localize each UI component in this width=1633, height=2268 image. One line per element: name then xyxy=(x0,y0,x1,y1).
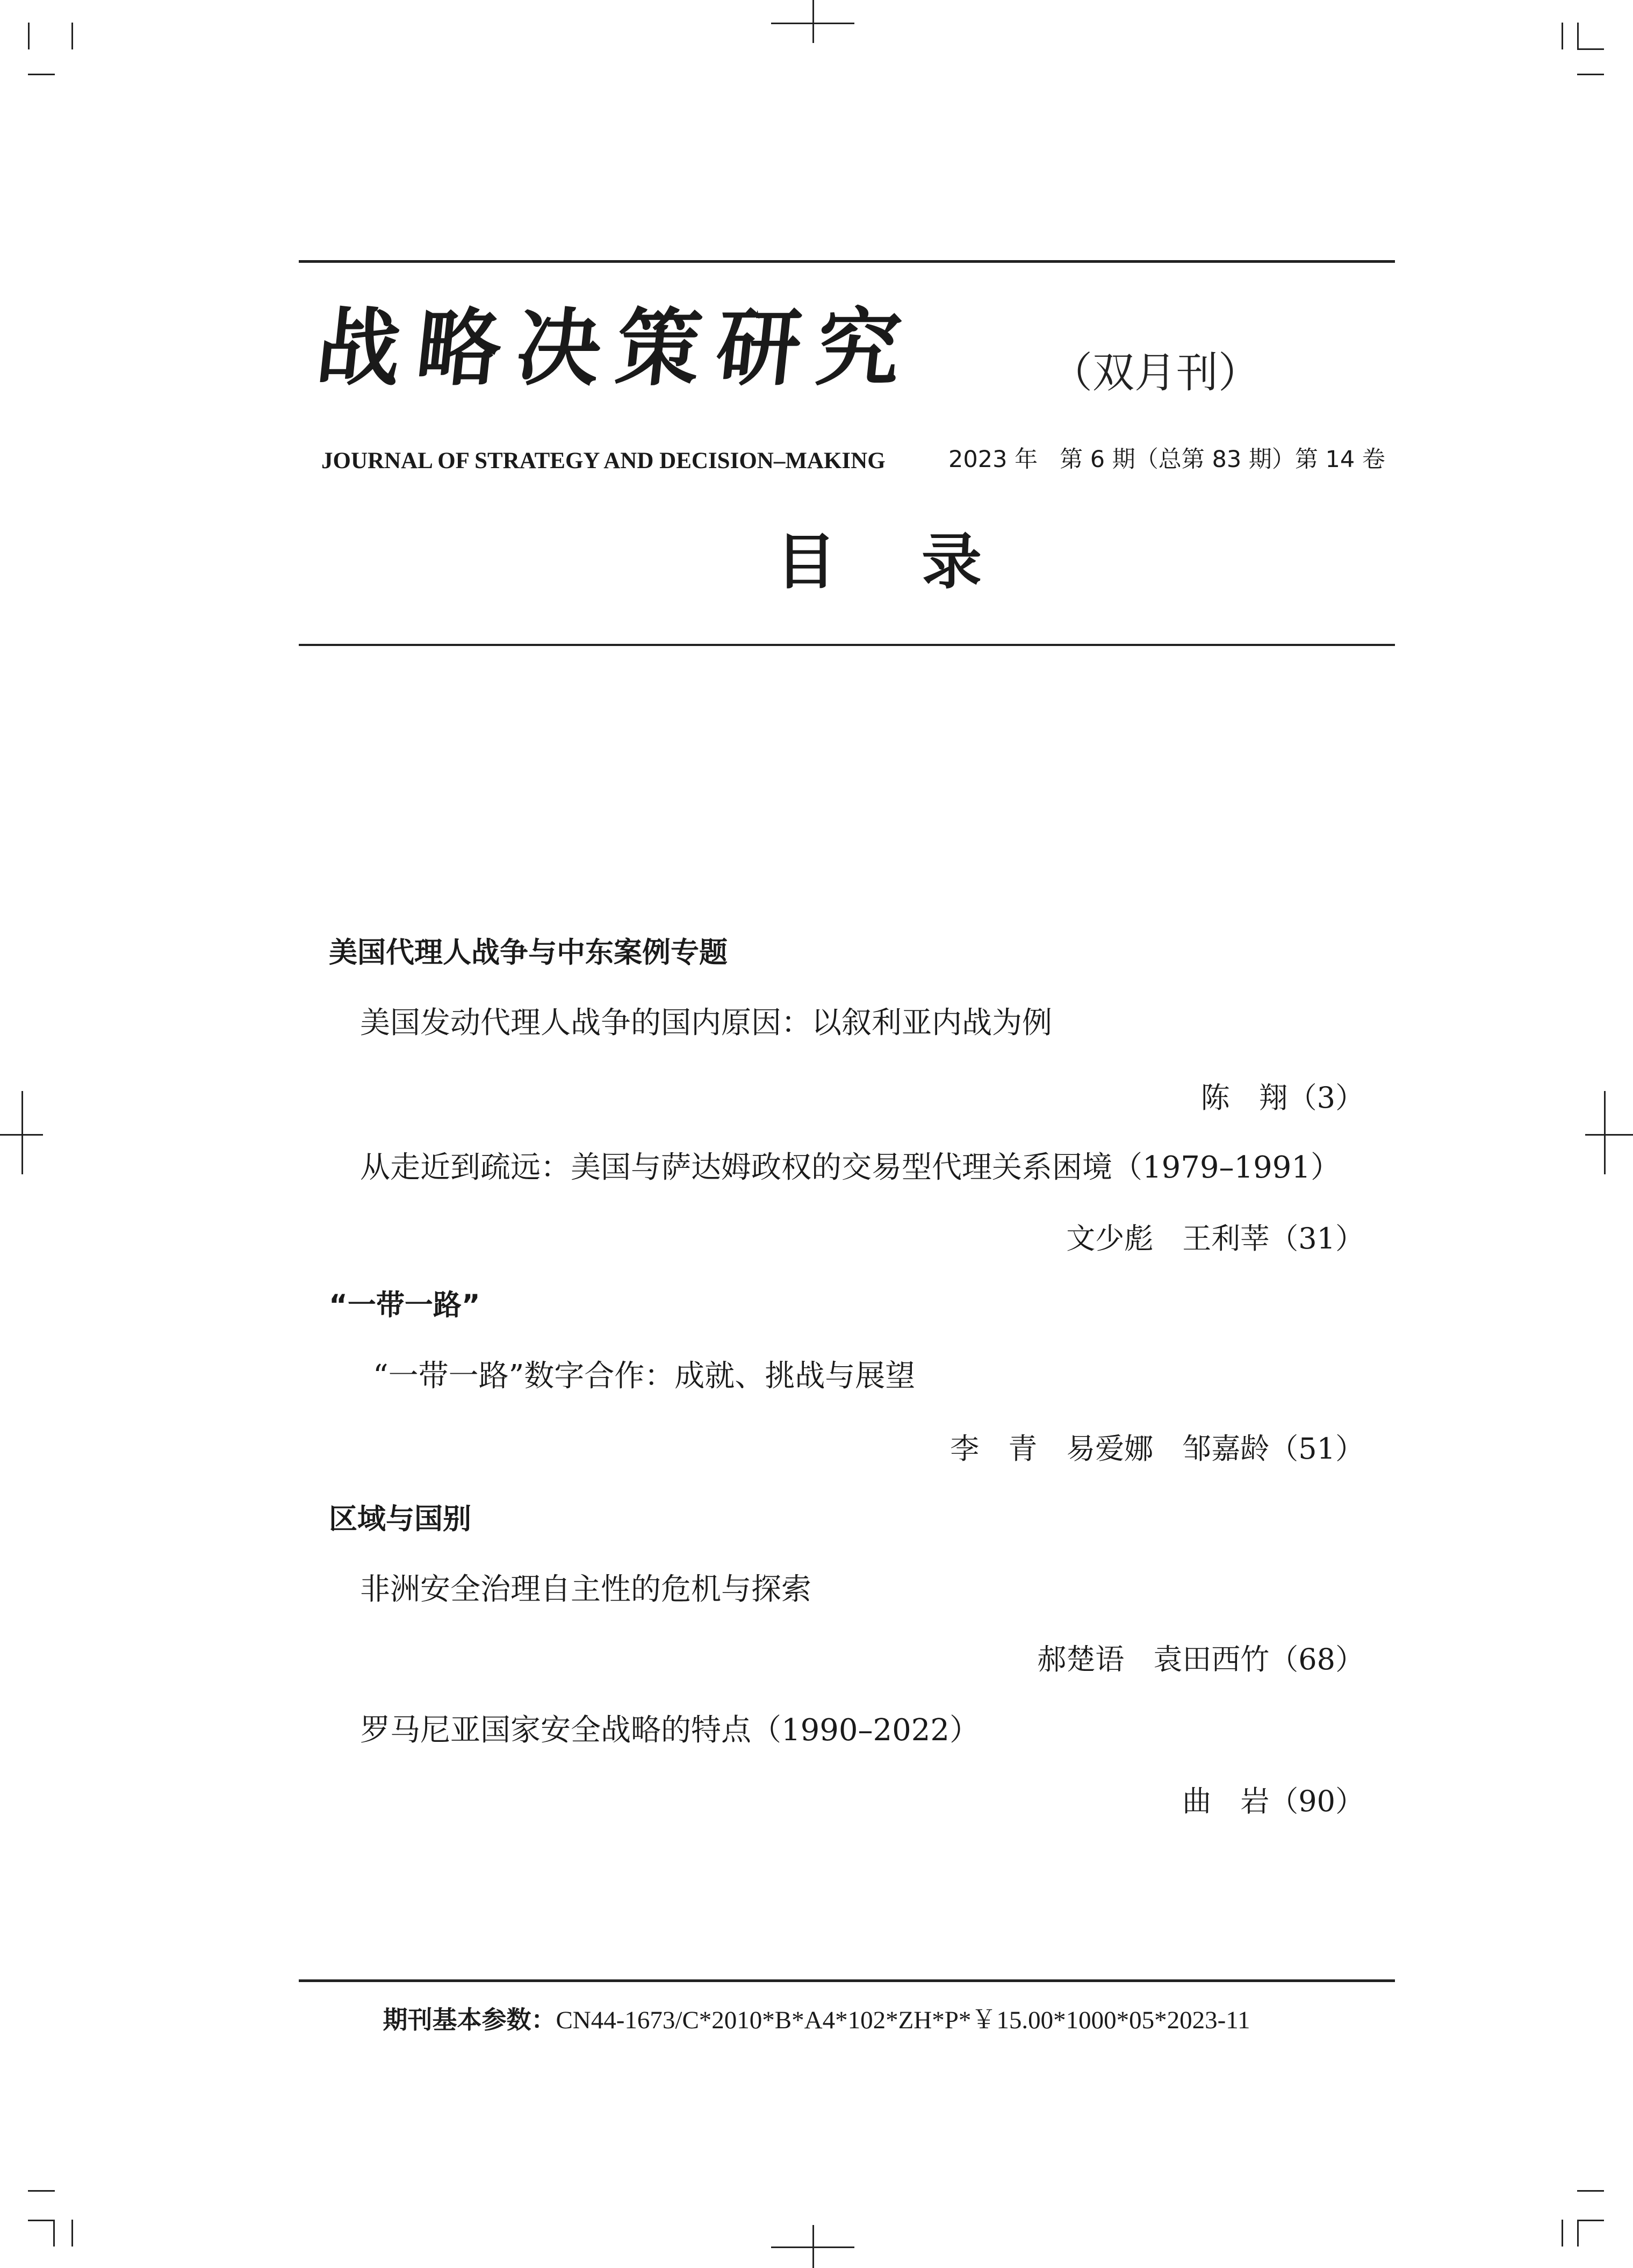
registration-mark xyxy=(812,0,814,43)
section-title: 区域与国别 xyxy=(329,1503,471,1535)
footer-rule xyxy=(299,1979,1395,1982)
crop-mark xyxy=(1562,2220,1563,2247)
registration-mark xyxy=(21,1091,23,1174)
article-title[interactable]: 非洲安全治理自主性的危机与探索 xyxy=(360,1572,811,1607)
crop-mark xyxy=(1577,48,1604,50)
article-title[interactable]: “一带一路”数字合作：成就、挑战与展望 xyxy=(373,1359,916,1394)
top-rule xyxy=(299,260,1395,263)
journal-title: 战略决策研究 xyxy=(312,299,922,397)
crop-mark xyxy=(1577,2220,1604,2221)
crop-mark xyxy=(1562,23,1563,49)
crop-mark xyxy=(53,2220,55,2247)
crop-mark xyxy=(71,2220,73,2247)
article-byline: 文少彪 王利莘（31） xyxy=(1066,1222,1364,1255)
crop-mark xyxy=(1577,74,1604,75)
article-byline: 李 青 易爱娜 邹嘉龄（51） xyxy=(950,1432,1364,1466)
toc-heading: 目 录 xyxy=(776,527,1014,597)
registration-mark xyxy=(1585,1134,1633,1136)
article-byline: 曲 岩（90） xyxy=(1182,1784,1364,1818)
article-title[interactable]: 从走近到疏远：美国与萨达姆政权的交易型代理关系困境（1979–1991） xyxy=(360,1150,1341,1185)
article-title[interactable]: 罗马尼亚国家安全战略的特点（1990–2022） xyxy=(360,1713,980,1748)
crop-mark xyxy=(71,23,73,49)
journal-title-english: JOURNAL OF STRATEGY AND DECISION–MAKING xyxy=(321,448,886,473)
journal-parameters-label: 期刊基本参数： xyxy=(383,2005,556,2034)
registration-mark xyxy=(1604,1091,1606,1174)
crop-mark xyxy=(1577,23,1579,49)
journal-parameters xyxy=(0,2007,1633,2033)
crop-mark xyxy=(1577,2220,1579,2247)
header-bottom-rule xyxy=(299,644,1395,646)
registration-mark xyxy=(812,2225,814,2268)
crop-mark xyxy=(28,2220,55,2221)
article-byline: 郝楚语 袁田西竹（68） xyxy=(1037,1642,1364,1676)
crop-mark xyxy=(28,23,30,49)
article-title[interactable]: 美国发动代理人战争的国内原因：以叙利亚内战为例 xyxy=(360,1006,1052,1040)
section-title: 美国代理人战争与中东案例专题 xyxy=(329,936,728,969)
article-byline: 陈 翔（3） xyxy=(1200,1081,1364,1115)
issue-info: 2023 年 第 6 期（总第 83 期）第 14 卷 xyxy=(948,446,1385,473)
crop-mark xyxy=(1577,2190,1604,2192)
section-title: “一带一路” xyxy=(329,1289,480,1322)
crop-mark xyxy=(28,2190,55,2192)
journal-parameters-value: CN44-1673/C*2010*B*A4*102*ZH*P*￥15.00*1000*05*2023-11 xyxy=(556,2006,1250,2034)
crop-mark xyxy=(28,74,55,75)
publication-frequency: （双月刊） xyxy=(1051,349,1261,397)
